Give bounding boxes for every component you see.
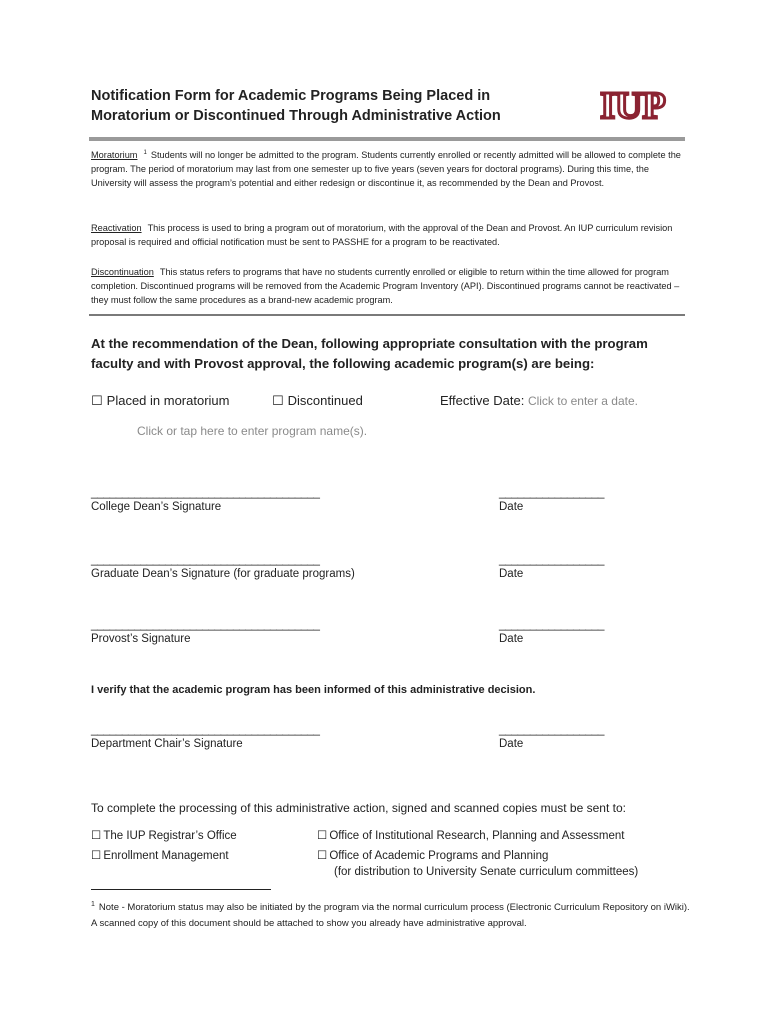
enrollment-label: Enrollment Management [103, 850, 229, 862]
reactivation-text: This process is used to bring a program out of moratorium, with the approval of the Dean and Provost. An IUP curriculum revision proposal is required and official notification must be sent to PASSHE for a program to be reactivated. [91, 223, 673, 248]
term-moratorium: Moratorium [91, 150, 138, 160]
footnote-divider [91, 889, 271, 890]
effective-date-field [440, 393, 638, 408]
graduate-dean-date-label: Date [499, 568, 524, 580]
section-divider [89, 314, 685, 316]
definition-reactivation [91, 221, 681, 249]
college-dean-signature-label: College Dean’s Signature [91, 501, 222, 513]
verification-statement: I verify that the academic program has been informed of this administrative decision. [91, 684, 536, 696]
logo-lettering: IUP [600, 85, 666, 126]
registrar-checkbox[interactable] [91, 828, 237, 842]
institutional-research-label: Office of Institutional Research, Planning and Assessment [329, 830, 625, 842]
footnote-text: Note - Moratorium status may also be initiated by the program via the normal curriculum process (Electronic Curriculum Repository on iWiki). A scanned copy of this document should be attached to show you already have administrative approval. [91, 902, 690, 929]
provost-signature-line[interactable]: _____________________________________ [91, 617, 320, 631]
academic-programs-note: (for distribution to University Senate curriculum committees) [334, 866, 639, 878]
academic-programs-label: Office of Academic Programs and Planning [329, 850, 549, 862]
graduate-dean-signature-line[interactable]: _____________________________________ [91, 552, 320, 566]
college-dean-signature-line[interactable]: _____________________________________ [91, 485, 320, 499]
academic-programs-checkbox[interactable] [317, 848, 548, 862]
checkbox-icon[interactable]: ☐ [91, 828, 102, 842]
college-dean-date-label: Date [499, 501, 524, 513]
college-dean-date-line[interactable]: _________________ [499, 485, 604, 499]
program-name-input[interactable]: Click or tap here to enter program name(s). [137, 424, 368, 438]
definition-discontinuation [91, 265, 681, 308]
definition-moratorium [91, 148, 681, 191]
provost-signature-label: Provost’s Signature [91, 633, 191, 645]
department-chair-signature-label: Department Chair’s Signature [91, 738, 243, 750]
page-title [91, 86, 501, 126]
provost-date-line[interactable]: _________________ [499, 617, 604, 631]
moratorium-text: Students will no longer be admitted to the program. Students currently enrolled or recently admitted will be allowed to complete the program. The period of moratorium may last from one semester up to five years (seven years for doctoral programs). During this time, the University will assess the program’s potential and either redesign or discontinue it, as recommended by the Dean and Provost. [91, 150, 681, 189]
iup-logo [586, 84, 680, 126]
checkbox-icon[interactable]: ☐ [272, 394, 284, 409]
moratorium-option-label: Placed in moratorium [106, 393, 230, 408]
graduate-dean-signature-label: Graduate Dean’s Signature (for graduate programs) [91, 568, 355, 580]
enrollment-checkbox[interactable] [91, 848, 229, 862]
title-line-2: Moratorium or Discontinued Through Administrative Action [91, 108, 501, 124]
term-discontinuation: Discontinuation [91, 267, 154, 277]
discontinued-checkbox[interactable] [272, 393, 363, 409]
recommendation-statement: At the recommendation of the Dean, following appropriate consultation with the program faculty and with Provost approval, the following academic program(s) are being: [91, 336, 648, 371]
effective-date-input[interactable]: Click to enter a date. [527, 394, 638, 408]
department-chair-signature-line[interactable]: _____________________________________ [91, 722, 320, 736]
checkbox-icon[interactable]: ☐ [91, 394, 103, 409]
moratorium-checkbox[interactable] [91, 393, 229, 409]
term-reactivation: Reactivation [91, 223, 142, 233]
effective-date-label: Effective Date: [440, 393, 525, 408]
discontinuation-text: This status refers to programs that have no students currently enrolled or eligible to return within the time allowed for program completion. Discontinued programs will be removed from the Academic Program Inventory (API). Discontinued programs cannot be reactivated – they must follow the same procedures as a brand-new academic program. [91, 267, 680, 306]
department-chair-date-line[interactable]: _________________ [499, 722, 604, 736]
footnote [91, 900, 691, 932]
checkbox-icon[interactable]: ☐ [317, 848, 328, 862]
checkbox-icon[interactable]: ☐ [317, 828, 328, 842]
discontinued-option-label: Discontinued [287, 393, 363, 408]
department-chair-date-label: Date [499, 738, 524, 750]
title-line-1: Notification Form for Academic Programs Being Placed in [91, 88, 491, 104]
checkbox-icon[interactable]: ☐ [91, 848, 102, 862]
distribution-intro: To complete the processing of this administrative action, signed and scanned copies must be sent to: [91, 801, 626, 815]
registrar-label: The IUP Registrar’s Office [103, 830, 237, 842]
provost-date-label: Date [499, 633, 524, 645]
header-divider [89, 137, 685, 141]
institutional-research-checkbox[interactable] [317, 828, 624, 842]
graduate-dean-date-line[interactable]: _________________ [499, 552, 604, 566]
footnote-number: 1 [91, 901, 95, 908]
footnote-ref: 1 [143, 150, 147, 156]
